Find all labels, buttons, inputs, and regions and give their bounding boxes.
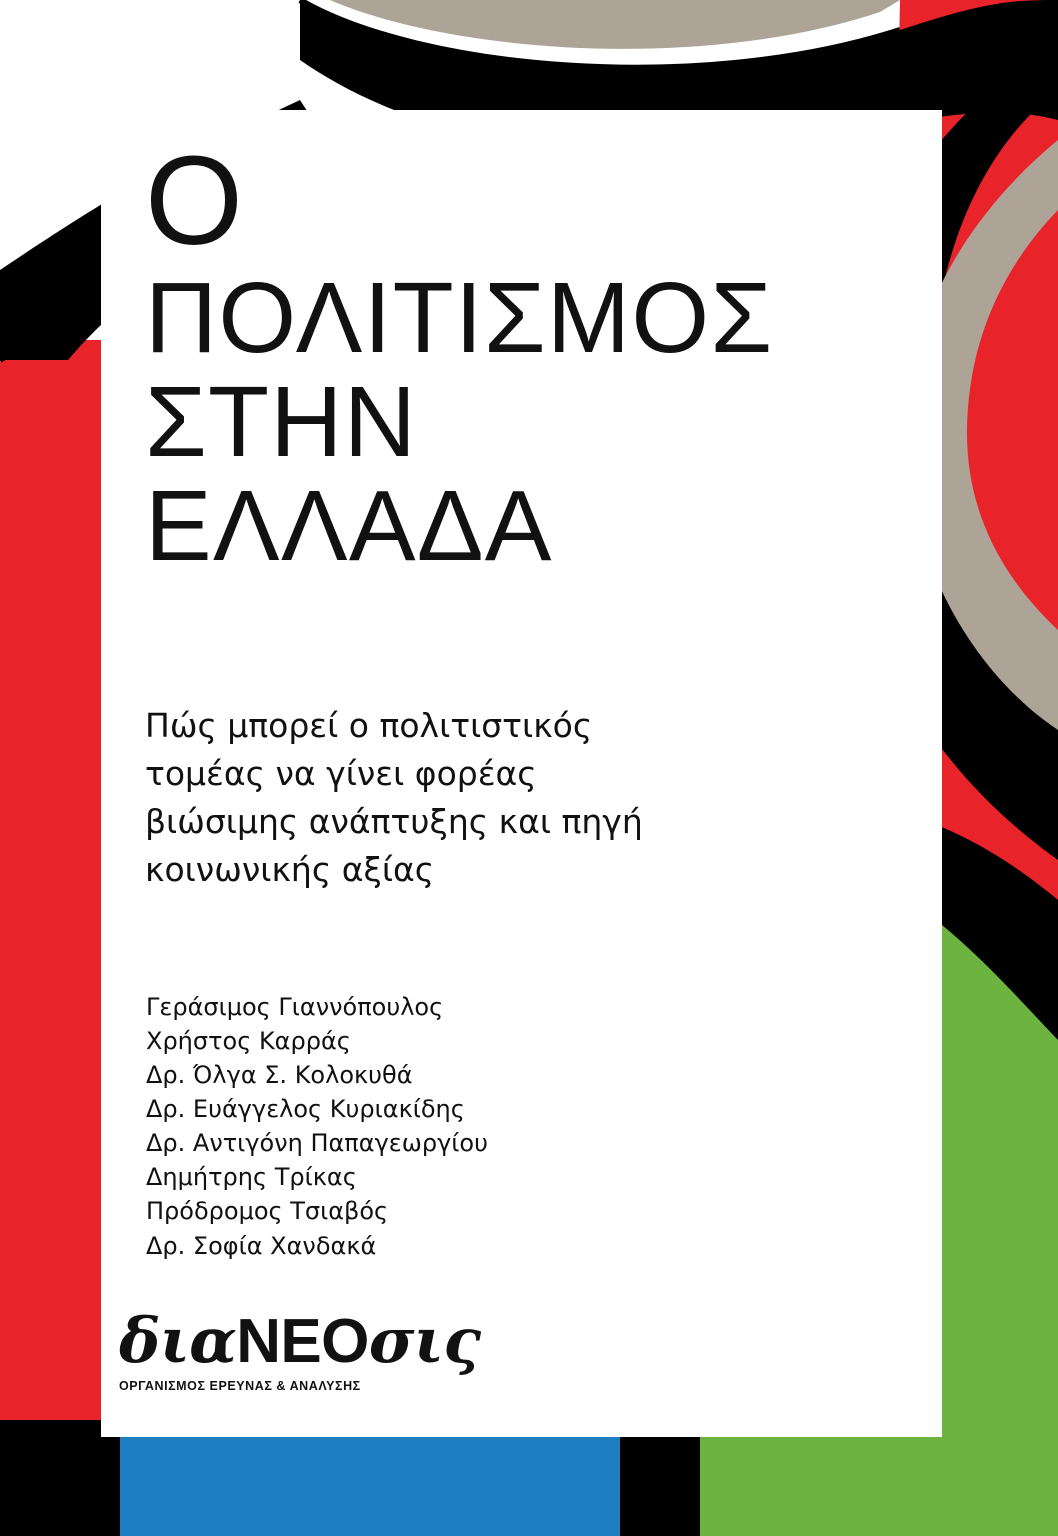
title-line-3: ΣΤΗΝ	[145, 366, 418, 478]
logo-part-neo: ΝΕΟ	[236, 1307, 369, 1376]
author-name: Δρ. Ευάγγελος Κυριακίδης	[146, 1095, 465, 1124]
publisher-logo	[119, 1304, 481, 1393]
subtitle-line-1: Πώς μπορεί ο πολιτιστικός	[145, 706, 593, 745]
subtitle-line-4: κοινωνικής αξίας	[145, 849, 435, 889]
author-list	[146, 990, 746, 1263]
author-name: Δρ. Σοφία Χανδακά	[146, 1231, 377, 1260]
author-name: Δρ. Όλγα Σ. Κολοκυθά	[146, 1061, 413, 1090]
cover-content-panel	[101, 110, 942, 1437]
title-line-2: ΠΟΛΙΤΙΣΜΟΣ	[145, 262, 774, 374]
author-name: Δημήτρης Τρίκας	[146, 1163, 357, 1192]
subtitle-line-3: βιώσιμης ανάπτυξης και πηγή	[145, 801, 643, 841]
subtitle-line-2: τομέας να γίνει φορέας	[145, 753, 537, 793]
author-name: Δρ. Αντιγόνη Παπαγεωργίου	[146, 1129, 488, 1158]
author-name: Γεράσιμος Γιαννόπουλος	[146, 993, 444, 1021]
logo-part-sis: σις	[368, 1304, 481, 1377]
publisher-tagline: ΟΡΓΑΝΙΣΜΟΣ ΕΡΕΥΝΑΣ & ΑΝΑΛΥΣΗΣ	[119, 1379, 361, 1393]
author-name: Χρήστος Καρράς	[146, 1027, 351, 1056]
author-name: Πρόδρομος Τσιαβός	[146, 1197, 389, 1226]
cover-title	[145, 130, 915, 582]
title-line-4: ΕΛΛΑΔΑ	[145, 470, 553, 582]
title-line-1: Ο	[145, 130, 245, 271]
logo-part-dia: δια	[119, 1304, 237, 1377]
cover-subtitle	[145, 702, 785, 893]
publisher-logo-wordmark	[119, 1304, 481, 1377]
